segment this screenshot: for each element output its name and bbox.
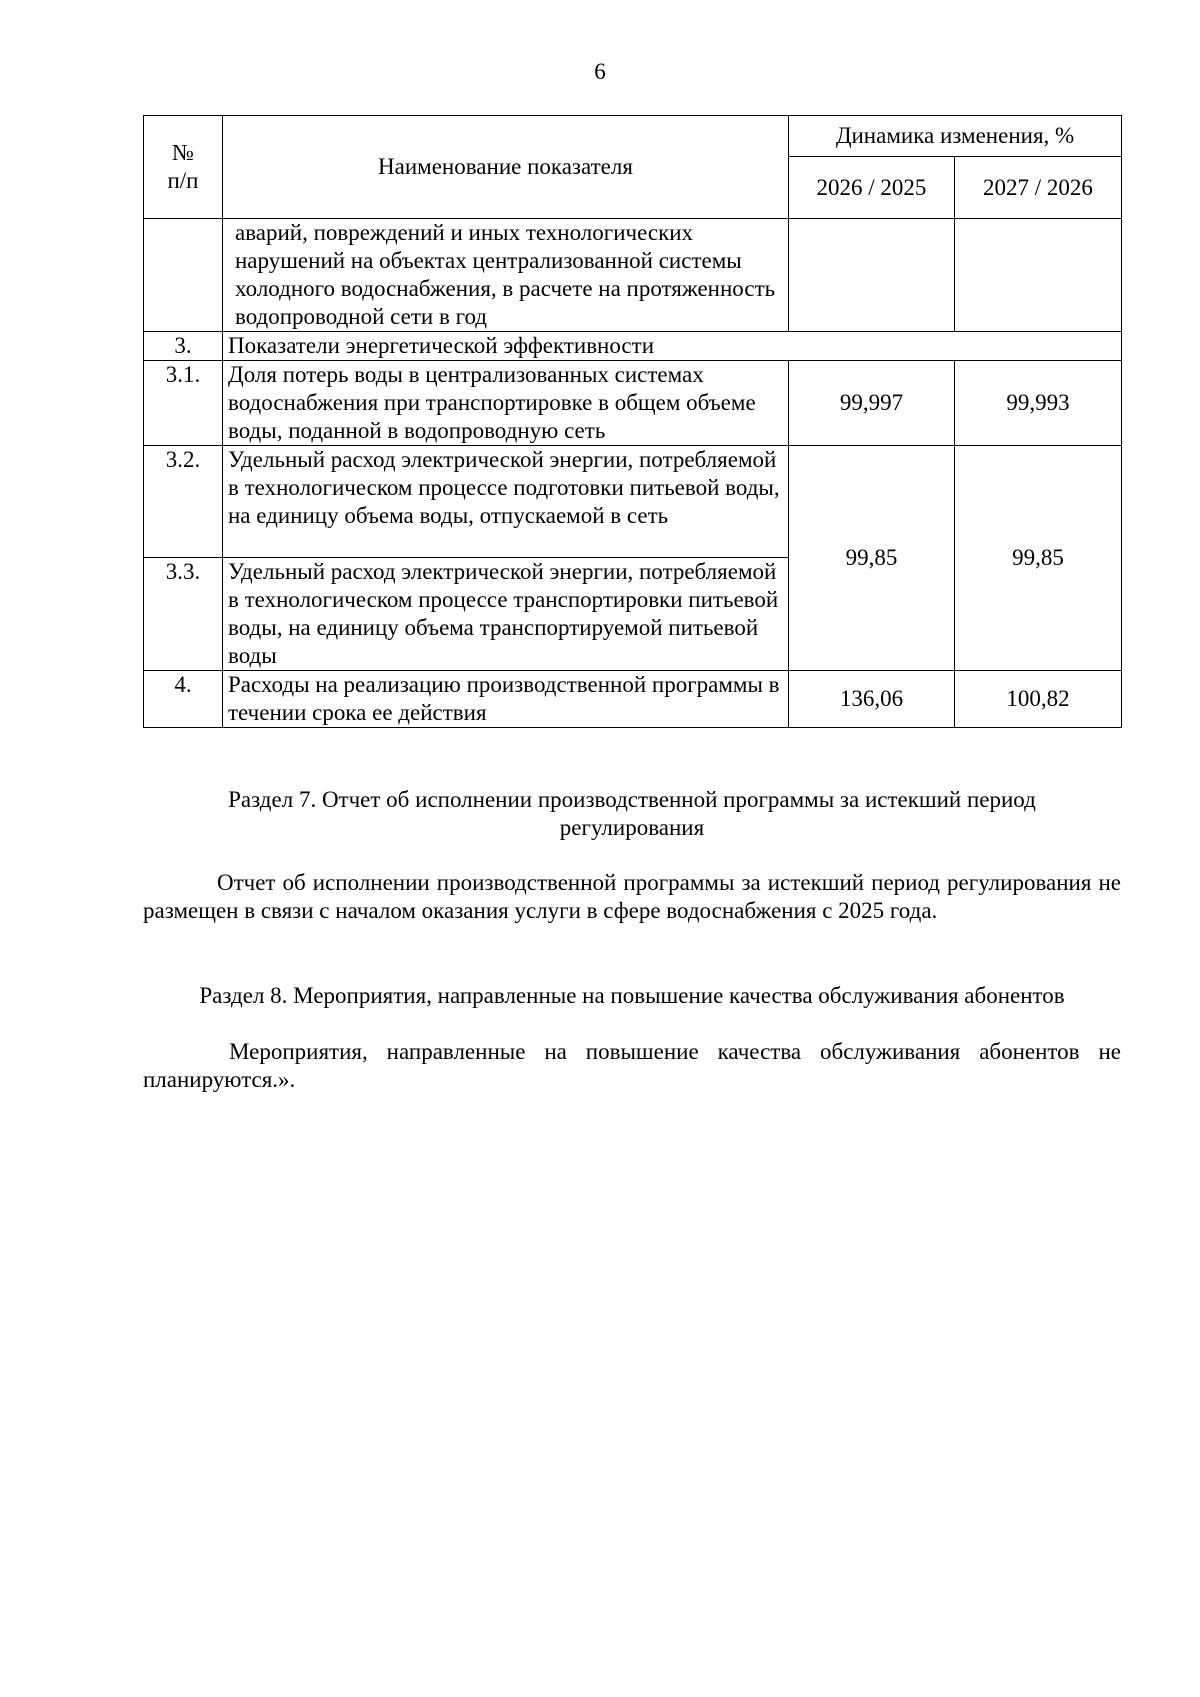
table-row	[144, 361, 1122, 446]
row-name: Доля потерь воды в централизованных системах водоснабжения при транспортировке в общем объеме воды, поданной в водопроводную сеть	[223, 361, 789, 446]
table-row	[144, 219, 1122, 332]
header-dynamics: Динамика изменения, %	[789, 116, 1122, 157]
header-number	[144, 116, 223, 219]
row-value-2027: 99,85	[955, 446, 1122, 671]
row-name: Удельный расход электрической энергии, потребляемой в технологическом процессе подготовки питьевой воды, на единицу объема воды, отпускаемой в сеть	[223, 446, 789, 558]
header-year-2027-2026: 2027 / 2026	[955, 157, 1122, 219]
header-number-label: № п/п	[167, 140, 199, 193]
row-name: аварий, повреждений и иных технологических нарушений на объектах централизованной системы холодного водоснабжения, в расчете на протяженность водопроводной сети в год	[223, 219, 789, 332]
row-number: 3.3.	[144, 558, 223, 671]
row-number: 4.	[144, 671, 223, 728]
page-number: 6	[594, 59, 606, 84]
row-value-2026	[789, 219, 955, 332]
indicators-table	[143, 115, 1122, 728]
row-value-2027: 100,82	[955, 671, 1122, 728]
table-row	[144, 671, 1122, 728]
table-row	[144, 332, 1122, 361]
row-name: Показатели энергетической эффективности	[223, 332, 1122, 361]
table-row	[144, 446, 1122, 558]
row-value-2027	[955, 219, 1122, 332]
row-number	[144, 219, 223, 332]
row-number: 3.2.	[144, 446, 223, 558]
row-value-2027: 99,993	[955, 361, 1122, 446]
row-value-2026: 99,997	[789, 361, 955, 446]
row-number: 3.1.	[144, 361, 223, 446]
row-name: Удельный расход электрической энергии, потребляемой в технологическом процессе транспортировки питьевой воды, на единицу объема транспортируемой питьевой воды	[223, 558, 789, 671]
table-header-row	[144, 116, 1122, 157]
section-8-title: Раздел 8. Мероприятия, направленные на повышение качества обслуживания абонентов	[199, 983, 1065, 1008]
section-7-title: Раздел 7. Отчет об исполнении производственной программы за истекший период регулирования	[228, 787, 1036, 840]
header-year-2026-2025: 2026 / 2025	[789, 157, 955, 219]
row-value-2026: 99,85	[789, 446, 955, 671]
section-8-text: Мероприятия, направленные на повышение качества обслуживания абонентов не планируются.».	[143, 1039, 1121, 1092]
section-7-text: Отчет об исполнении производственной программы за истекший период регулирования не размещен в связи с началом оказания услуги в сфере водоснабжения с 2025 года.	[143, 870, 1121, 923]
row-number: 3.	[144, 332, 223, 361]
header-name: Наименование показателя	[223, 116, 789, 219]
row-name: Расходы на реализацию производственной программы в течении срока ее действия	[223, 671, 789, 728]
row-value-2026: 136,06	[789, 671, 955, 728]
